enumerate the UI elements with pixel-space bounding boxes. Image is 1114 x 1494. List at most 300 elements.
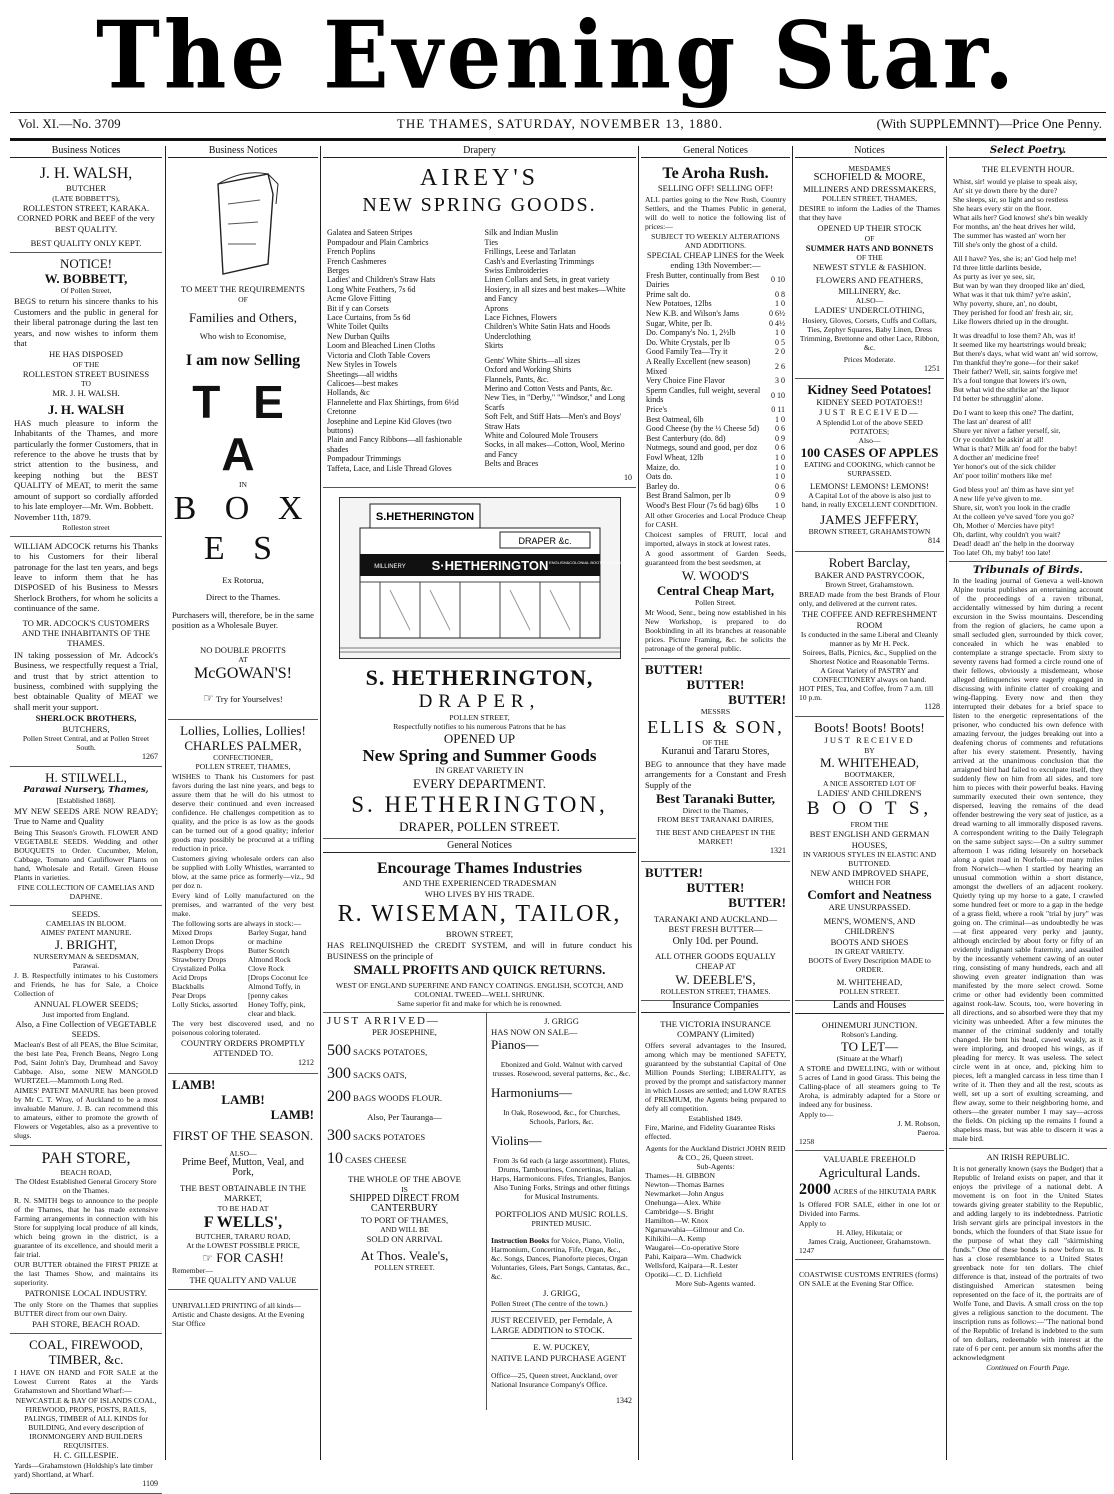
books: Instruction Books	[491, 1235, 550, 1245]
price-value: 0 10	[771, 390, 785, 400]
aroha-title: Te Aroha Rush.	[662, 165, 769, 183]
list-item: White Toilet Quilts	[327, 322, 389, 332]
books-text: for Voice, Piano, Violin, Harmonium, Concertina, Fife, Organ, &c., &c. Songs, Dances, Pianoforte pieces, Organ Voluntaries, Glees, Part Songs, Cantatas, &c., &c.	[491, 1235, 630, 1281]
list-item: I'd better be sthrugglin' alone.	[953, 393, 1044, 403]
ad-number: 1267	[142, 752, 158, 762]
canterbury: CANTERBURY	[370, 1203, 439, 1215]
sweet-item: Almond Toffy, in	[248, 981, 301, 991]
list-item: Underclothing	[484, 331, 531, 341]
teapot-icon	[172, 164, 314, 284]
established: [Established 1868].	[56, 795, 116, 805]
small-profits: SMALL PROFITS AND QUICK RETURNS.	[353, 962, 606, 978]
list-item: New Durban Quilts	[327, 331, 390, 341]
list-item: Taffeta, Lace, and Lisle Thread Gloves	[327, 463, 452, 473]
hetherington-street: POLLEN STREET,	[449, 713, 510, 723]
mcgowan-ad	[168, 161, 318, 719]
direct: Direct to the Thames.	[205, 591, 281, 602]
list-item: Straw Hats	[484, 421, 520, 431]
special: SPECIAL CHEAP LINES for the Week ending 13th November:—	[646, 249, 785, 271]
list-item: The last an' dearest of all!	[953, 416, 1032, 426]
veale-item	[327, 1149, 482, 1168]
quantity: 10	[327, 1150, 343, 1168]
column-poetry	[949, 146, 1107, 1458]
victoria-ad	[641, 1016, 790, 1292]
kidney-2: KIDNEY SEED POTATOES!!	[816, 397, 923, 408]
let-text: A STORE and DWELLING, with or without 5 acres of Land in good Grass. This being the Calling-place of all steamers going to Te Aroha, is admirably adapted for a Store or indeed any for business.	[799, 1064, 940, 1110]
price-value: 3 0	[775, 376, 785, 386]
list-item: Shure, sir, won't you look in the cradle	[953, 502, 1071, 512]
also: Also—	[858, 435, 881, 445]
item: SACKS OATS,	[353, 1070, 407, 1081]
dateline	[18, 116, 1102, 136]
list-item: Shure yer niver a father yerself, sir,	[953, 425, 1061, 435]
list-item: It's a foul tongue that lowers it's own,	[953, 375, 1067, 385]
veale-ad	[323, 1013, 487, 1410]
coal-heading: COAL, FIREWOOD, TIMBER, &c.	[29, 1337, 143, 1368]
apply: Apply to	[799, 1218, 826, 1228]
price-row	[645, 309, 786, 319]
list-item: Oh, Mother o' Mercies have pity!	[953, 520, 1055, 530]
purchasers: Purchasers will, therefore, be in the same position as a Wholesale Buyer.	[172, 610, 314, 631]
coal-text: I HAVE ON HAND and FOR SALE at the Lowest Current Rates at the Yards Grahamstown and Shortland Wharf:—	[14, 1368, 158, 1396]
which: WHICH FOR	[848, 878, 891, 888]
try-line	[172, 693, 314, 704]
best-obtainable: THE BEST OBTAINABLE IN THE MARKET,	[180, 1182, 306, 1204]
price-row	[645, 386, 786, 405]
ad-number: 1128	[924, 701, 940, 711]
arrived: JUST ARRIVED—	[327, 1015, 440, 1028]
received: JUST RECEIVED	[824, 735, 915, 746]
price-row	[645, 290, 786, 300]
per: PER JOSEPHINE,	[372, 1026, 437, 1037]
encourage: Encourage Thames Industries	[376, 860, 583, 878]
subject: SUBJECT TO WEEKLY ALTERATIONS AND ADDITIONS.	[651, 231, 780, 250]
street: POLLEN STREET.	[839, 987, 900, 997]
list-item: Josephine and Lepine Kid Gloves (two buttons)	[327, 416, 452, 435]
palmer-sub: CONFECTIONER,	[213, 752, 273, 762]
violins: Violins—	[491, 1133, 542, 1149]
list-item: All I have? Yes, she is; an' God help me!	[953, 253, 1077, 263]
disposed-of: OF THE	[72, 359, 100, 369]
annual: ANNUAL FLOWER SEEDS;	[33, 999, 139, 1010]
taranaki: Best Taranaki Butter,	[655, 791, 776, 807]
acres-line	[799, 1180, 940, 1199]
price-value: 2 0	[775, 347, 785, 357]
list-item: New Styles in Towels	[327, 360, 397, 370]
barclay-ad	[795, 552, 944, 718]
veale-item	[327, 1126, 482, 1145]
price-list	[645, 271, 786, 511]
selling-off: SELLING OFF! SELLING OFF!	[657, 183, 774, 194]
item: CASES CHEESE	[345, 1155, 407, 1166]
sweet-item: Barley Sugar, hand or machine	[248, 927, 307, 946]
sweet-item: Strawberry Drops	[172, 954, 227, 964]
bright-name: J. BRIGHT,	[54, 937, 118, 953]
list-item: But there's days, what wid want an' wid sorrow,	[953, 348, 1098, 358]
allen: H. Alley, Hikutaia; or	[836, 1227, 903, 1237]
price-row	[645, 357, 786, 376]
sweet-item: Butter Scotch	[248, 945, 290, 955]
price-item: Fowl Wheat, 12lb	[646, 452, 704, 462]
schofield-text: DESIRE to inform the Ladies of the Thames that they have	[799, 204, 940, 223]
list-item: Silk and Indian Muslin	[484, 228, 559, 238]
poem-title: THE ELEVENTH HOUR.	[981, 164, 1075, 175]
boxes: B O X E S	[173, 490, 313, 568]
sweet-item: Pear Drops	[172, 990, 206, 1000]
hetherington-name-2: S. HETHERINGTON,	[351, 791, 608, 817]
fit: Same superior fit and make for which he is renowned.	[397, 999, 562, 1009]
coatings: WEST OF ENGLAND SUPERFINE AND FANCY COATINGS. ENGLISH, SCOTCH, AND COLONIAL TWEED—WELL SHRUNK.	[335, 981, 624, 1000]
garden: A good assortment of Garden Seeds, guaranteed from the best seedsmen, at	[645, 549, 786, 568]
list-item: White and Coloured Mole Trousers	[484, 430, 598, 440]
barclay-addr: Brown Street, Grahamstown.	[825, 580, 914, 590]
list-item: Their father? Well, sir, saints forgive me!	[953, 366, 1078, 376]
sweet-item: Lemon Drops	[172, 936, 214, 946]
column-drapery	[323, 146, 636, 1458]
ad-number: 1109	[142, 1478, 158, 1488]
price-value: 1 0	[775, 500, 785, 510]
masthead	[0, 0, 1114, 110]
shop-sign: DRAPER &c.	[517, 536, 572, 547]
jh-walsh-place: Rolleston street	[62, 522, 110, 532]
butter: BUTTER!	[686, 879, 745, 895]
trade: WHO LIVES BY HIS TRADE.	[424, 888, 535, 899]
list-item: Acme Glove Fitting	[327, 294, 391, 304]
list-item: Linen Collars and Sets, in great variety	[484, 275, 610, 285]
variety: IN GREAT VARIETY IN	[435, 765, 524, 776]
section-heading: Lands and Houses	[795, 1001, 944, 1013]
list-item: Or ye couldn't be askin' at all!	[953, 434, 1044, 444]
list-item: Wellsford, Kaipara—R. Lester	[645, 1260, 739, 1270]
list-item: What ails her? God knows! she's bin weakly	[953, 212, 1088, 222]
great: IN GREAT VARIETY.	[834, 946, 905, 956]
quantity: 500	[327, 1042, 351, 1060]
list-item: But what wid the sthrike an' the liquor	[953, 384, 1070, 394]
list-item: Yer honor's out of the sick childer	[953, 461, 1056, 471]
mcgowan: McGOWAN'S!	[194, 665, 292, 683]
printing: UNRIVALLED PRINTING of all kinds—Artistic and Chaste designs. At the Evening Star Office	[172, 1300, 305, 1328]
kidney: Kidney Seed Potatoes!	[807, 382, 932, 398]
price-row	[645, 482, 786, 492]
stilwell-name: H. STILWELL,	[45, 770, 127, 786]
column-rule	[320, 146, 321, 1460]
hetherington-name: S. HETHERINGTON,	[365, 665, 594, 691]
list-item: At the colleen ye've saved 'fore you go?	[953, 511, 1075, 521]
new: NEW AND IMPROVED SHAPE,	[810, 867, 929, 878]
dairies: FROM BEST TARANAKI DAIRIES,	[657, 815, 774, 825]
boots-shoes: BOOTS AND SHOES	[830, 936, 909, 947]
item: BAGS WOODS FLOUR.	[353, 1093, 443, 1104]
jeffery-ad	[795, 379, 944, 552]
bobbett-sub: Of Pollen Street,	[60, 286, 112, 296]
aimes-text: AIMES' PATENT MANURE has been proved by Mr C. T. Wray, of Auckland to be a most invaluable Manure. J. B. can recommend this to amateurs, either to promote the growth of Flowers or Vegetables, also as a preventive to slugs.	[14, 1086, 158, 1141]
veale-name: At Thos. Veale's,	[360, 1248, 449, 1264]
nice: A NICE ASSORTED LOT OF	[822, 778, 917, 788]
whitehead-ad	[795, 717, 944, 1001]
walsh-line: (LATE BOBBETT'S),	[52, 193, 120, 203]
jh-walsh-date: November 11th, 1879.	[14, 512, 92, 523]
schofield: SCHOFIELD & MOORE,	[813, 172, 926, 184]
rotorua: Ex Rotorua,	[222, 575, 264, 586]
of-the: OF THE	[856, 253, 883, 263]
valuable: VALUABLE FREEHOLD	[823, 1154, 916, 1165]
list-item: Opotiki—C. D. Lichfield	[645, 1269, 722, 1279]
list-item: I'm thankful they're gone—for their sake!	[953, 357, 1080, 367]
veale-item	[327, 1064, 482, 1083]
butter: BUTTER!	[728, 692, 786, 708]
also: ALSO—	[855, 296, 884, 306]
whole: THE WHOLE OF THE ABOVE	[348, 1174, 461, 1185]
price-row	[645, 299, 786, 309]
price-row	[645, 434, 786, 444]
unsurpassed: ARE UNSURPASSED.	[828, 902, 911, 913]
by: BY	[864, 745, 875, 755]
price-row	[645, 453, 786, 463]
article-title: Tribunals of Birds.	[972, 563, 1084, 576]
harmoniums-text: In Oak, Rosewood, &c., for Churches, Schools, Parlors, &c.	[503, 1107, 620, 1126]
poem	[949, 161, 1107, 561]
list-item: French Cashmeres	[327, 256, 387, 266]
agents: Agents for the Auckland District JOHN REID & CO., 26, Queen street.	[645, 1143, 786, 1162]
shop-sign: S·HETHERINGTON	[431, 558, 548, 574]
airey-left	[327, 228, 475, 473]
list-item: An' poor toilin' mothers like me!	[953, 470, 1053, 480]
list-item: Pahi, Kaipara—Wm. Chadwick	[645, 1251, 742, 1261]
only: Only 10d. per Pound.	[672, 936, 759, 948]
grigg-has: HAS NOW ON SALE—	[491, 1026, 578, 1037]
boots-head: Boots! Boots! Boots!	[814, 720, 925, 736]
manure: AIMES' PATENT MANURE.	[40, 928, 132, 938]
price-item: Barley do.	[646, 481, 680, 491]
sweet-item: Crystalized Polka	[172, 963, 226, 973]
mens: MEN'S, WOMEN'S, AND CHILDREN'S	[823, 915, 916, 937]
list-item: Pompadour and Plain Cambrics	[327, 237, 429, 247]
shop-sign: S.HETHERINGTON	[375, 511, 474, 524]
lamb: LAMB!	[172, 1076, 216, 1092]
sherlock-addr: Pollen Street Central, and at Pollen Street South.	[22, 734, 150, 753]
irish-article	[949, 1149, 1107, 1375]
hetherington-notify: Respectfully notifies to his numerous Patrons that he has	[393, 722, 566, 732]
list-item: Pompadour Trimmings	[327, 454, 402, 464]
aroha-ad	[641, 161, 790, 659]
veale-street: POLLEN STREET.	[374, 1263, 435, 1273]
butter-prize: OUR BUTTER obtained the FIRST PRIZE at the last Thames Show, and maintains its superiority.	[14, 1260, 158, 1288]
sweet-item: Honey Toffy, pink, clear and black.	[248, 999, 306, 1018]
craig: James Craig, Auctioneer, Grahamstown.	[808, 1236, 931, 1246]
coal-ad	[10, 1334, 162, 1494]
list-item: Oxford and Working Shirts	[484, 365, 572, 375]
list-item: Cretonne	[327, 407, 357, 417]
ad-number: 1342	[616, 1396, 632, 1406]
section-heading: Business Notices	[168, 146, 318, 158]
bright-sub: NURSERYMAN & SEEDSMAN,	[33, 952, 139, 962]
patronise-text: The only Store on the Thames that supplies BUTTER direct from our own Dairy.	[14, 1299, 158, 1318]
walsh-ad	[10, 161, 162, 253]
deeble-ad	[641, 862, 790, 1001]
price-item: Best Brand Salmon, per lb	[646, 491, 731, 501]
hetherington-draper: DRAPER,	[418, 691, 541, 713]
shop-sign: ENGLISH&COLONIAL BOOTS&SHOES	[548, 560, 621, 566]
list-item: Newton—Thomas Barnes	[645, 1179, 725, 1189]
bobbett-name: W. BOBBETT,	[44, 271, 128, 287]
woods: W. WOOD'S	[681, 568, 750, 584]
mesdames: MESDAMES	[848, 164, 891, 174]
whitehead: M. WHITEHEAD,	[819, 754, 920, 770]
jeffery-addr: BROWN STREET, GRAHAMSTOWN	[808, 527, 931, 537]
wells: F WELLS',	[203, 1213, 283, 1231]
sweet-item: Raspberry Drops	[172, 945, 224, 955]
list-item: Like flowers dhried up in the drought.	[953, 316, 1069, 326]
lamb: LAMB!	[270, 1106, 314, 1122]
price-item: Nutmegs, sound and good, per doz	[646, 443, 758, 453]
price-item: Good Cheese (by the ½ Cheese 5d)	[646, 424, 760, 434]
list-item: Till she's only the ghost of a child.	[953, 239, 1058, 249]
ad-number: 10	[624, 472, 632, 482]
list-item: Hamilton—W. Knox	[645, 1215, 709, 1225]
bread: BREAD made from the best Brands of Flour only, and delivered at the current rates.	[799, 590, 940, 609]
list-item: Whist, sir! would ye plaise to speak aisy,	[953, 176, 1078, 186]
mart: Central Cheap Mart,	[656, 583, 775, 599]
selling: I am now Selling	[185, 352, 301, 370]
list-item: Hollands, &c	[327, 388, 370, 398]
spring-goods: New Spring and Summer Goods	[362, 746, 597, 766]
palmer-text-3: Every kind of Lolly manufactured on the premises, and warranted of the very best make.	[172, 890, 314, 918]
camelias: FINE COLLECTION OF CAMELIAS AND DAPHNE.	[17, 882, 155, 901]
price-value: 0 8	[775, 289, 785, 299]
families: Families and Others,	[189, 309, 297, 325]
apples: 100 CASES OF APPLES	[800, 444, 939, 460]
bright-text: J. B. Respectfully intimates to his Customers and Friends, he has for Sale, a Choice Collection of	[14, 971, 158, 999]
price-value: 0 10	[771, 275, 785, 285]
list-item: Plain and Fancy Ribbons—all fashionable shades	[327, 435, 463, 454]
place-date: THE THAMES, SATURDAY, NOVEMBER 13, 1880.	[396, 116, 724, 131]
bootmaker: BOOTMAKER,	[844, 769, 895, 779]
list-item: Bit if y can Corsets	[327, 303, 389, 313]
hetherington-street-2: DRAPER, POLLEN STREET.	[399, 818, 560, 834]
wiseman-ad	[323, 856, 636, 1013]
sweets-list	[172, 928, 314, 1018]
price-item: Oats do.	[646, 472, 673, 482]
list-item: Lace Fichnes, Flowers	[484, 313, 557, 323]
rolleston: ROLLESTON STREET BUSINESS	[22, 368, 150, 379]
fire: Fire, Marine, and Fidelity Guarantee Risks effected.	[645, 1122, 776, 1141]
price-item: Do. Company's No. 1, 2½lb	[646, 328, 736, 338]
walsh-line: ROLLESTON STREET, KARAKA.	[22, 202, 150, 213]
of: OF	[864, 233, 875, 243]
notice-heading: NOTICE!	[60, 256, 112, 272]
wiseman-text: HAS RELINQUISHED the CREDIT SYSTEM, and will in future conduct his BUSINESS on the principle of	[327, 940, 632, 961]
pah-store-ad	[10, 1146, 162, 1334]
list-item: She sleeps, sir, so light and so restless	[953, 194, 1069, 204]
country: COUNTRY ORDERS PROMPTLY ATTENDED TO.	[181, 1037, 305, 1059]
section-heading: Insurance Companies	[641, 1001, 790, 1013]
price-row	[645, 424, 786, 434]
butter: BUTTER!	[645, 662, 703, 678]
price-value: 0 6	[775, 424, 785, 434]
list-item: A new life ye've given to me.	[953, 493, 1042, 503]
to-be-had: TO BE HAD AT	[217, 1203, 269, 1213]
price-item: New K.B. and Wilson's Jams	[646, 309, 739, 318]
list-item: Galatea and Sateen Stripes	[327, 228, 413, 238]
price-value: 0 6	[775, 443, 785, 453]
list-item: Frillings, Leese and Tarlatan	[484, 247, 576, 257]
prime: Prime Beef, Mutton, Veal, and Pork,	[182, 1156, 304, 1179]
price-row	[645, 328, 786, 338]
of-the: OF THE	[702, 738, 729, 748]
robson-ad	[795, 1017, 944, 1151]
at: AT	[238, 655, 248, 665]
ohinemuri: OHINEMURI JUNCTION.	[821, 1019, 918, 1030]
ad-number: 814	[928, 536, 940, 546]
list-item: Ladies' and Children's Straw Hats	[327, 275, 436, 285]
list-item: Oh, darlint, why couldn't you wait?	[953, 529, 1061, 539]
price-row	[645, 463, 786, 473]
price-item: Maize, do.	[646, 462, 680, 472]
airey-title: AIREY'S	[420, 165, 539, 192]
price-item: Fresh Butter, continually from Best Dairies	[646, 270, 760, 290]
experienced: AND THE EXPERIENCED TRADESMAN	[402, 878, 557, 889]
barclay: Robert Barclay,	[828, 554, 911, 570]
coal-items: NEWCASTLE & BAY OF ISLANDS COAL, FIREWOOD, PROPS, POSTS, RAILS, PALINGS, TIMBER of ALL KINDS for BUILDING, And every description of IRONMONGERY AND BUILDERS REQUISITES.	[15, 1396, 157, 1451]
shipped: SHIPPED DIRECT FROM	[349, 1192, 460, 1204]
paeroa: Paeroa.	[917, 1128, 940, 1138]
column-rule	[165, 146, 166, 1460]
price-row	[645, 501, 786, 511]
price-row	[645, 347, 786, 357]
price-item: Very Choice Fine Flavor	[646, 376, 725, 386]
veale-item	[327, 1087, 482, 1106]
article-title: AN IRISH REPUBLIC.	[986, 1152, 1070, 1163]
price-value: 1 0	[775, 328, 785, 338]
quantity: 300	[327, 1065, 351, 1083]
list-item: Ties	[484, 237, 498, 247]
annual-2: Just imported from England.	[42, 1009, 130, 1019]
list-item: Berges	[327, 266, 350, 276]
for-cash-line	[172, 1250, 314, 1266]
column-general	[641, 146, 790, 1458]
pah-sub: The Oldest Established General Grocery Store on the Thames.	[15, 1177, 157, 1196]
wells-price: At the LOWEST POSSIBLE PRICE,	[186, 1240, 300, 1250]
comfort: Comfort and Neatness	[807, 887, 932, 903]
list-item: Cash's and Everlasting Trimmings	[484, 256, 595, 266]
fruit: Choicest samples of FRUIT, local and imported, always in stock at lowest rates.	[645, 530, 786, 549]
list-item: As purty as iver ye see, sir,	[953, 271, 1035, 281]
received: JUST RECEIVED—	[819, 407, 920, 418]
article-text: In the leading journal of Geneva a well-known Alpine tourist publishes an entertaining account of the proceedings of a raven tribunal, accidentally witnessed by him during a recent excursion in the Swiss mountains. Descending from the region of glaciers, he came upon a small secluded glen, surrounded by thick cover, concealed in which he was enabled to contemplate a strange spectacle. From sixty to seventy ravens had formed a circle round one of their fellows, obviously a misdemeant, whose alleged delinquencies were eagerly engaged in discussing with infinite clatter of croaking and wing-flapping. Every now and then they interrupted their debates for a brief space to listen to the energetic representations of the prisoner, who conducted his own defence with amazing fervour, the judges breaking out into a deafening chorus of comments and refutations after his every statement. Presently, having arrived at the unanimous conclusion that the arraigned bird had failed to exculpate itself, they suddenly flew on him from all sides, and tore him to pieces with their powerful beaks. Having summarily executed their own sentence, they dispersed, leaving the remains of the dead offender bestrewing the very seat of justice, as a dread warning to all immorally disposed ravens. A correspondent writing to the Daily Telegraph on the same subject says:—On a sultry summer afternoon I was riding leisurely on horseback along a quiet road in Norfolk—not many miles from Norwich—when I startled by hearing an unusual commotion within a short distance, amongst the dwellers of an adjacent rookery. Quietly tying up my horse to a gate, I crawled some hundred feet or more to a gap in the hedge of a grass field, where a rook "trial by jury" was going on. The criminal—as undoubtedly he was—at first appeared very perky and jaunty, although encircled by about forty or fifty of an evidently indignant sable fraternity, and assailed by the incessantly vehement cawing of an outer ring, consisting of many hundreds, each and all showing even greater indignation than was manifested by the more select crowd. Some crime or other had evidently been committed against rook-law. Scouts, too, were hovering in all directions, and so absorbed were they that my vicinity was unheeded. After a few minutes the manner of the criminal suddenly and totally changed. He bent his head, cawed weakly, as it were imploring, and drooped his wings, as if pleading for mercy. It was useless. The select circle went in at once, and, picking him to pieces, left a mangled carcass in less time than I write of it. Then they and all the rest, scouts as well, set up a sort of exulting screaming, and flew away, some to their neighboring home, and others—the greater number I may say—across the fields. On picking up the remains I found a shapeless mass, but was able to discern it was a male bird.	[953, 576, 1103, 1144]
palmer-addr: POLLEN STREET, THAMES,	[195, 761, 291, 771]
list-item: They perished for food an' fresh air, sir,	[953, 307, 1073, 317]
price-row	[645, 472, 786, 482]
wiseman-name: R. WISEMAN, TAILOR,	[337, 901, 622, 927]
also-per: Also, Per Tauranga—	[367, 1112, 442, 1123]
poem-lines	[953, 177, 1103, 557]
column-business-1	[10, 145, 162, 1488]
price-value: 0 6½	[769, 309, 785, 318]
sub-agents-title: Sub-Agents:	[696, 1161, 735, 1171]
list-item: Skirts	[484, 341, 504, 351]
coastwise: COASTWISE CUSTOMS ENTRIES (forms) ON SALE at the Evening Star Office.	[799, 1270, 938, 1289]
seeds: SEEDS.	[71, 908, 101, 919]
hetherington-ad	[323, 488, 636, 838]
mart-text: Mr Wood, Senr., being now established in his New Workshop, is prepared to do Bookbinding in all its branches at reasonable prices. Picture Framing, &c. he solicits the patronage of the general public.	[645, 608, 786, 654]
kuranui: Kuranui and Tararu Stores,	[661, 746, 770, 758]
price-value: 1 0	[775, 414, 785, 424]
list-item: French Poplins	[327, 247, 376, 257]
price-item: A Really Excellent (new season) Mixed	[646, 356, 751, 376]
price-item: Prime salt do.	[646, 289, 691, 299]
established: Established 1849.	[688, 1113, 743, 1123]
walsh-line: CORNED PORK and BEEF of the very BEST QUALITY.	[17, 213, 155, 234]
